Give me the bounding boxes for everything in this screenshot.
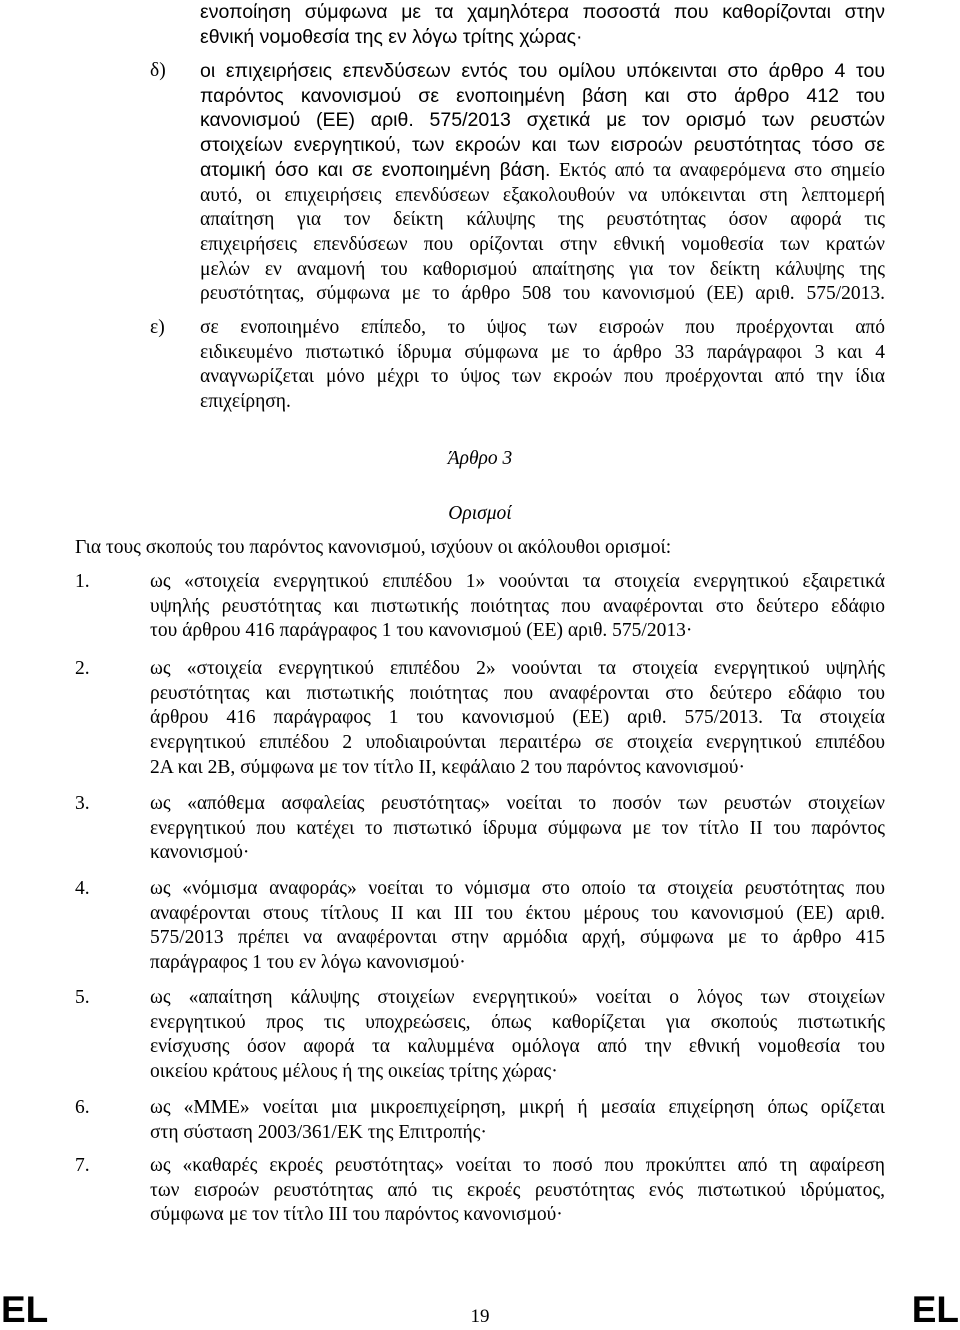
footer-language-code-right: EL <box>911 1289 959 1330</box>
text-line: σύμφωνα με τον τίτλο III του παρόντος κανονισμού· <box>150 1204 563 1226</box>
text-line: ενίσχυσης όσον αφορά τα καλυμμένα ομόλογα από την εθνική νομοθεσία του <box>150 1036 885 1058</box>
definition-number: 1. <box>75 571 90 592</box>
definition-text <box>150 570 885 644</box>
point-text <box>200 316 885 415</box>
definition-number: 6. <box>75 1097 90 1118</box>
text-line: ενεργητικού επιπέδου 2 υποδιαιρούνται περαιτέρω σε στοιχεία ενεργητικού επιπέδου <box>150 732 885 754</box>
text-line: κανονισμού (ΕΕ) αριθ. 575/2013 σχετικά με τον ορισμό των ρευστών <box>200 109 885 132</box>
text-line: ενοποίηση σύμφωνα με τα χαμηλότερα ποσοστά που καθορίζονται στην <box>200 1 885 23</box>
definition-number: 7. <box>75 1155 90 1176</box>
point-text <box>200 59 885 307</box>
text-line: των εισροών ρευστότητας από τις εκροές ρευστότητας ενός πιστωτικού ιδρύματος, <box>150 1179 885 1201</box>
text-line: ειδικευμένο πιστωτικό ίδρυμα σύμφωνα με το άρθρο 33 παράγραφοι 3 και 4 <box>200 341 885 363</box>
definition-text <box>150 877 885 976</box>
text-line: του άρθρου 416 παράγραφος 1 του κανονισμού (ΕΕ) αριθ. 575/2013· <box>150 620 693 642</box>
text-line: εθνική νομοθεσία της εν λόγω τρίτης χώρας· <box>200 25 583 48</box>
text-line: οι επιχειρήσεις επενδύσεων εντός του ομίλου υπόκεινται στο άρθρο 4 του <box>200 60 885 82</box>
text-line <box>200 158 885 184</box>
text-line: παράγραφος 1 του εν λόγω κανονισμού· <box>150 952 466 974</box>
text-line: στη σύσταση 2003/361/ΕΚ της Επιτροπής· <box>150 1121 487 1143</box>
text-segment-serif: Εκτός από τα αναφερόμενα στο σημείο <box>558 159 886 181</box>
text-line: παρόντος κανονισμού σε ενοποιημένη βάση και στο άρθρο 412 του <box>200 84 885 107</box>
text-line: ως «στοιχεία ενεργητικού επιπέδου 1» νοούνται τα στοιχεία ενεργητικού εξαιρετικά <box>150 571 885 592</box>
definition-number: 4. <box>75 878 90 899</box>
text-line: αναφέρονται στους τίτλους II και III του έκτου μέρους του κανονισμού (ΕΕ) αριθ. <box>150 902 885 924</box>
text-line: απαίτηση για τον δείκτη κάλυψης της ρευστότητας όσον αφορά τις <box>200 209 885 231</box>
definition-number: 5. <box>75 987 90 1008</box>
text-line: ενεργητικού προς τις υποχρεώσεις, όπως καθορίζεται για σκοπούς πιστωτικής <box>150 1011 885 1033</box>
footer-language-code-left: EL <box>1 1289 49 1330</box>
text-line: ρευστότητας, σύμφωνα με το άρθρο 508 του κανονισμού (ΕΕ) αριθ. 575/2013. <box>200 283 885 305</box>
point-label: δ) <box>150 60 166 81</box>
text-line: άρθρου 416 παράγραφος 1 του κανονισμού (ΕΕ) αριθ. 575/2013. Τα στοιχεία <box>150 707 885 729</box>
point-label: ε) <box>150 317 165 338</box>
text-line: οικείου κράτους μέλους ή της οικείας τρίτης χώρας· <box>150 1061 558 1083</box>
text-line: ως «ΜΜΕ» νοείται μια μικροεπιχείρηση, μικρή ή μεσαία επιχείρηση όπως ορίζεται <box>150 1097 885 1118</box>
definition-text <box>150 1096 885 1145</box>
text-line: επιχειρήσεις επενδύσεων που ορίζονται στην εθνική νομοθεσία των κρατών <box>200 233 885 255</box>
definition-text <box>150 986 885 1085</box>
text-line: 575/2013 πρέπει να αναφέρονται στην αρμόδια αρχή, σύμφωνα με το άρθρο 415 <box>150 927 885 949</box>
text-line: ως «απαίτηση κάλυψης στοιχείων ενεργητικού» νοείται ο λόγος των στοιχείων <box>150 987 885 1008</box>
text-line: ως «νόμισμα αναφοράς» νοείται το νόμισμα στο οποίο τα στοιχεία ρευστότητας που <box>150 878 885 899</box>
definition-text <box>150 1154 885 1228</box>
article-title: Ορισμοί <box>448 503 512 524</box>
definition-text <box>150 792 885 866</box>
article-heading: Άρθρο 3 <box>447 448 513 469</box>
text-line: επιχείρηση. <box>200 391 291 413</box>
text-line: ως «απόθεμα ασφαλείας ρευστότητας» νοείται το ποσόν των ρευστών στοιχείων <box>150 793 885 814</box>
text-line: ρευστότητας και πιστωτικής ποιότητας που αναφέρονται στο δεύτερο εδάφιο του <box>150 682 885 704</box>
definition-number: 2. <box>75 658 90 679</box>
definition-number: 3. <box>75 793 90 814</box>
text-line: αυτό, οι επιχειρήσεις επενδύσεων εξακολουθούν να υπόκεινται στη λεπτομερή <box>200 184 885 206</box>
definition-text <box>150 657 885 781</box>
continuation-paragraph <box>200 0 885 49</box>
text-line: ως «καθαρές εκροές ρευστότητας» νοείται το ποσό που προκύπτει από τη αφαίρεση <box>150 1155 885 1176</box>
article-intro: Για τους σκοπούς του παρόντος κανονισμού, ισχύουν οι ακόλουθοι ορισμοί: <box>75 537 672 558</box>
text-line: μελών εν αναμονή του καθορισμού απαίτησης για τον δείκτη κάλυψης της <box>200 258 885 280</box>
text-line: κανονισμού· <box>150 842 250 864</box>
text-line: αναγνωρίζεται μόνο μέχρι το ύψος των εκροών που προέρχονται από την ίδια <box>200 366 885 388</box>
text-line: υψηλής ρευστότητας και πιστωτικής ποιότητας που αναφέρονται στο δεύτερο εδάφιο <box>150 595 885 617</box>
text-line: 2Α και 2Β, σύμφωνα με τον τίτλο II, κεφάλαιο 2 του παρόντος κανονισμού· <box>150 756 745 778</box>
text-line: ενεργητικού που κατέχει το πιστωτικό ίδρυμα σύμφωνα με τον τίτλο II του παρόντος <box>150 817 885 839</box>
text-line: ως «στοιχεία ενεργητικού επιπέδου 2» νοούνται τα στοιχεία ενεργητικού υψηλής <box>150 658 885 679</box>
text-line: σε ενοποιημένο επίπεδο, το ύψος των εισροών που προέρχονται από <box>200 317 885 338</box>
text-line: στοιχείων ενεργητικού, των εκροών και των εισροών ρευστότητας τόσο σε <box>200 134 885 157</box>
footer-page-number: 19 <box>470 1306 490 1327</box>
text-segment-sans: ατομική όσο και σε ενοποιημένη βάση. <box>200 158 551 181</box>
